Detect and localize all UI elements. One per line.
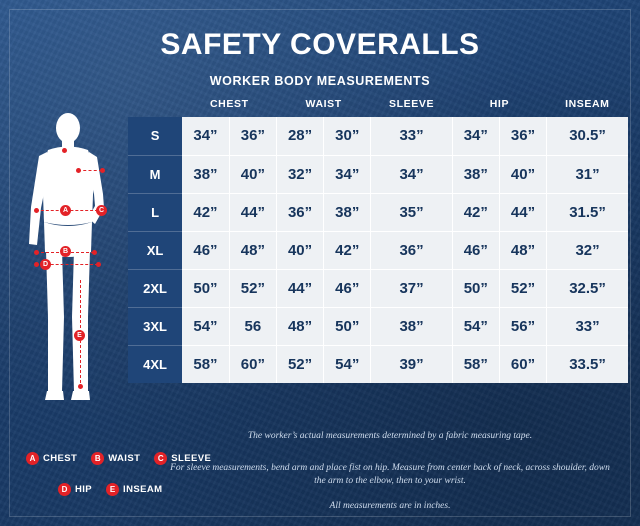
marker-b-waist[interactable]: B (60, 246, 71, 257)
table-row (128, 307, 628, 345)
cell-hip-1: 38” (452, 155, 499, 193)
guide-dot (76, 168, 81, 173)
cell-waist-2: 54” (324, 345, 371, 383)
legend-badge-d: D (58, 483, 71, 496)
cell-waist-2: 42” (324, 231, 371, 269)
guide-dot (78, 384, 83, 389)
guide-dot (34, 250, 39, 255)
page-subtitle: WORKER BODY MEASUREMENTS (209, 74, 431, 88)
legend-row-secondary (58, 483, 170, 496)
size-column-header (128, 98, 182, 117)
cell-sleeve: 35” (371, 193, 452, 231)
row-size-label: L (128, 193, 182, 231)
cell-waist-2: 30” (324, 117, 371, 155)
cell-chest-2: 36” (229, 117, 276, 155)
cell-hip-1: 34” (452, 117, 499, 155)
cell-sleeve: 36” (371, 231, 452, 269)
cell-chest-2: 44” (229, 193, 276, 231)
cell-chest-1: 34” (182, 117, 229, 155)
cell-inseam: 30.5” (547, 117, 628, 155)
legend-badge-a: A (26, 452, 39, 465)
legend-label-hip: HIP (75, 484, 93, 495)
cell-inseam: 32.5” (547, 269, 628, 307)
cell-hip-1: 46” (452, 231, 499, 269)
guide-dot (34, 262, 39, 267)
footnote-units: All measurements are in inches. (329, 501, 451, 511)
cell-chest-1: 54” (182, 307, 229, 345)
row-size-label: 2XL (128, 269, 182, 307)
table-row (128, 193, 628, 231)
page-title: SAFETY COVERALLS (160, 28, 480, 61)
cell-hip-2: 48” (499, 231, 546, 269)
table-header-row (128, 98, 628, 117)
cell-sleeve: 38” (371, 307, 452, 345)
cell-chest-2: 52” (229, 269, 276, 307)
cell-chest-2: 56 (229, 307, 276, 345)
cell-waist-1: 40” (276, 231, 323, 269)
cell-waist-1: 52” (276, 345, 323, 383)
cell-hip-2: 44” (499, 193, 546, 231)
row-size-label: XL (128, 231, 182, 269)
cell-hip-1: 58” (452, 345, 499, 383)
cell-chest-2: 48” (229, 231, 276, 269)
column-header-chest: CHEST (210, 98, 249, 110)
body-figure (18, 112, 118, 412)
cell-chest-2: 60” (229, 345, 276, 383)
column-header-waist: WAIST (305, 98, 342, 110)
legend-item-hip (58, 483, 92, 496)
cell-inseam: 31.5” (547, 193, 628, 231)
row-size-label: 4XL (128, 345, 182, 383)
cell-waist-1: 44” (276, 269, 323, 307)
cell-waist-1: 32” (276, 155, 323, 193)
sleeve-guide-line (78, 170, 102, 171)
legend-item-inseam (106, 483, 162, 496)
cell-hip-2: 40” (499, 155, 546, 193)
column-header-inseam: INSEAM (565, 98, 610, 110)
cell-chest-1: 58” (182, 345, 229, 383)
cell-sleeve: 33” (371, 117, 452, 155)
guide-dot (96, 262, 101, 267)
column-header-hip: HIP (489, 98, 510, 110)
cell-inseam: 33.5” (547, 345, 628, 383)
cell-hip-2: 60” (499, 345, 546, 383)
cell-inseam: 32” (547, 231, 628, 269)
cell-waist-2: 50” (324, 307, 371, 345)
marker-a-chest[interactable]: A (60, 205, 71, 216)
cell-waist-1: 28” (276, 117, 323, 155)
cell-waist-2: 38” (324, 193, 371, 231)
marker-d-hip[interactable]: D (40, 259, 51, 270)
cell-hip-2: 56” (499, 307, 546, 345)
guide-dot (62, 148, 67, 153)
row-size-label: 3XL (128, 307, 182, 345)
marker-c-sleeve[interactable]: C (96, 205, 107, 216)
marker-e-inseam[interactable]: E (74, 330, 85, 341)
legend-label-inseam: INSEAM (123, 484, 163, 495)
legend-badge-c: C (154, 452, 167, 465)
legend-label-chest: CHEST (43, 453, 78, 464)
guide-dot (92, 250, 97, 255)
measurements-table (128, 98, 628, 383)
guide-dot (100, 168, 105, 173)
legend-item-waist (91, 452, 140, 465)
cell-waist-2: 46” (324, 269, 371, 307)
cell-chest-1: 42” (182, 193, 229, 231)
cell-waist-1: 36” (276, 193, 323, 231)
cell-waist-1: 48” (276, 307, 323, 345)
cell-sleeve: 34” (371, 155, 452, 193)
cell-waist-2: 34” (324, 155, 371, 193)
legend-item-chest (26, 452, 77, 465)
cell-sleeve: 37” (371, 269, 452, 307)
legend-label-waist: WAIST (108, 453, 141, 464)
cell-hip-1: 54” (452, 307, 499, 345)
table-row (128, 269, 628, 307)
footnote-sleeve-instructions: For sleeve measurements, bend arm and place fist on hip. Measure from center back of neck, across shoulder, down the arm to the elbow, then to your wrist. (170, 463, 610, 486)
cell-inseam: 31” (547, 155, 628, 193)
table-row (128, 345, 628, 383)
cell-chest-1: 46” (182, 231, 229, 269)
cell-hip-2: 52” (499, 269, 546, 307)
legend-label-sleeve: SLEEVE (171, 453, 212, 464)
cell-chest-1: 38” (182, 155, 229, 193)
cell-chest-1: 50” (182, 269, 229, 307)
cell-sleeve: 39” (371, 345, 452, 383)
cell-chest-2: 40” (229, 155, 276, 193)
body-silhouette-icon (18, 112, 118, 412)
table-row (128, 155, 628, 193)
row-size-label: S (128, 117, 182, 155)
cell-hip-1: 50” (452, 269, 499, 307)
footnote-measurement-method: The worker’s actual measurements determined by a fabric measuring tape. (247, 431, 533, 441)
row-size-label: M (128, 155, 182, 193)
cell-inseam: 33” (547, 307, 628, 345)
cell-hip-1: 42” (452, 193, 499, 231)
cell-hip-2: 36” (499, 117, 546, 155)
table-row (128, 117, 628, 155)
column-header-sleeve: SLEEVE (389, 98, 435, 110)
legend-badge-b: B (91, 452, 104, 465)
legend-badge-e: E (106, 483, 119, 496)
guide-dot (34, 208, 39, 213)
table-row (128, 231, 628, 269)
